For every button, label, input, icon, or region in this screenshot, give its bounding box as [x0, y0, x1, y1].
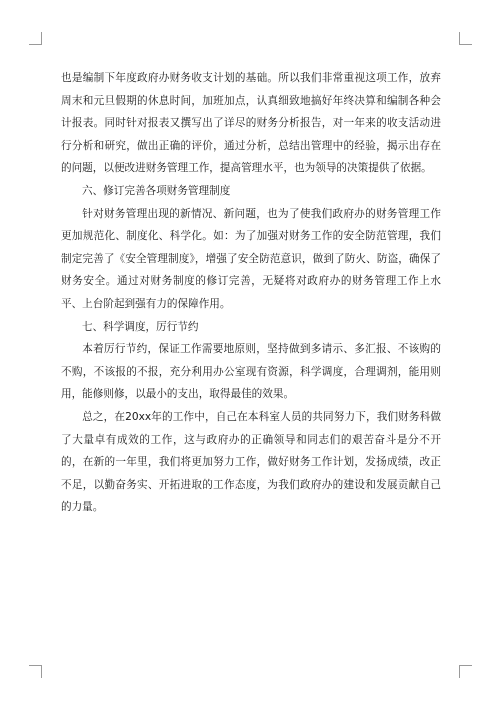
paragraph-closing-accounts: 也是编制下年度政府办财务收支计划的基础。所以我们非常重视这项工作，放弃周末和元旦假期的休息时间，加班加点，认真细致地搞好年终决算和编制各种会计报表。同时针对报表又撰写出了详尽的财务分析报告，对一年来的收支活动进行分析和研究，做出正确的评价，通过分析，总结出管理中的经验，揭示出存在的问题，以便改进财务管理工作，提高管理水平，也为领导的决策提供了依据。 — [61, 72, 441, 175]
paragraph-frugality: 本着厉行节约，保证工作需要地原则，坚持做到多请示、多汇报、不该购的不购，不该报的不报，充分利用办公室现有资源，科学调度，合理调剂，能用则用，能修则修，以最小的支出，取得最佳的效果。 — [61, 343, 441, 401]
crop-mark-bottom-left — [29, 665, 42, 678]
crop-mark-top-left — [29, 32, 42, 45]
section-heading-7: 七、科学调度，厉行节约 — [82, 320, 199, 333]
paragraph-conclusion: 总之，在20xx年的工作中，自己在本科室人员的共同努力下，我们财务科做了大量卓有成效的工作，这与政府办的正确领导和同志们的艰苦奋斗是分不开的，在新的一年里，我们将更加努力工作，做好财务工作计划，发扬成绩，改正不足，以勤奋务实、开拓进取的工作态度，为我们政府办的建设和发展贡献自己的力量。 — [61, 410, 441, 514]
section-heading-6: 六、修订完善各项财务管理制度 — [82, 184, 231, 197]
crop-mark-bottom-right — [459, 665, 472, 678]
crop-mark-top-right — [459, 32, 472, 45]
paragraph-regulations: 针对财务管理出现的新情况、新问题，也为了使我们政府办的财务管理工作更加规范化、制度化、科学化。如：为了加强对财务工作的安全防范管理，我们制定完善了《安全管理制度》，增强了安全防范意识，做到了防火、防盗，确保了财务安全。通过对财务制度的修订完善，无疑将对政府办的财务管理工作上水平、上台阶起到强有力的保障作用。 — [61, 207, 441, 310]
document-body — [61, 67, 441, 519]
